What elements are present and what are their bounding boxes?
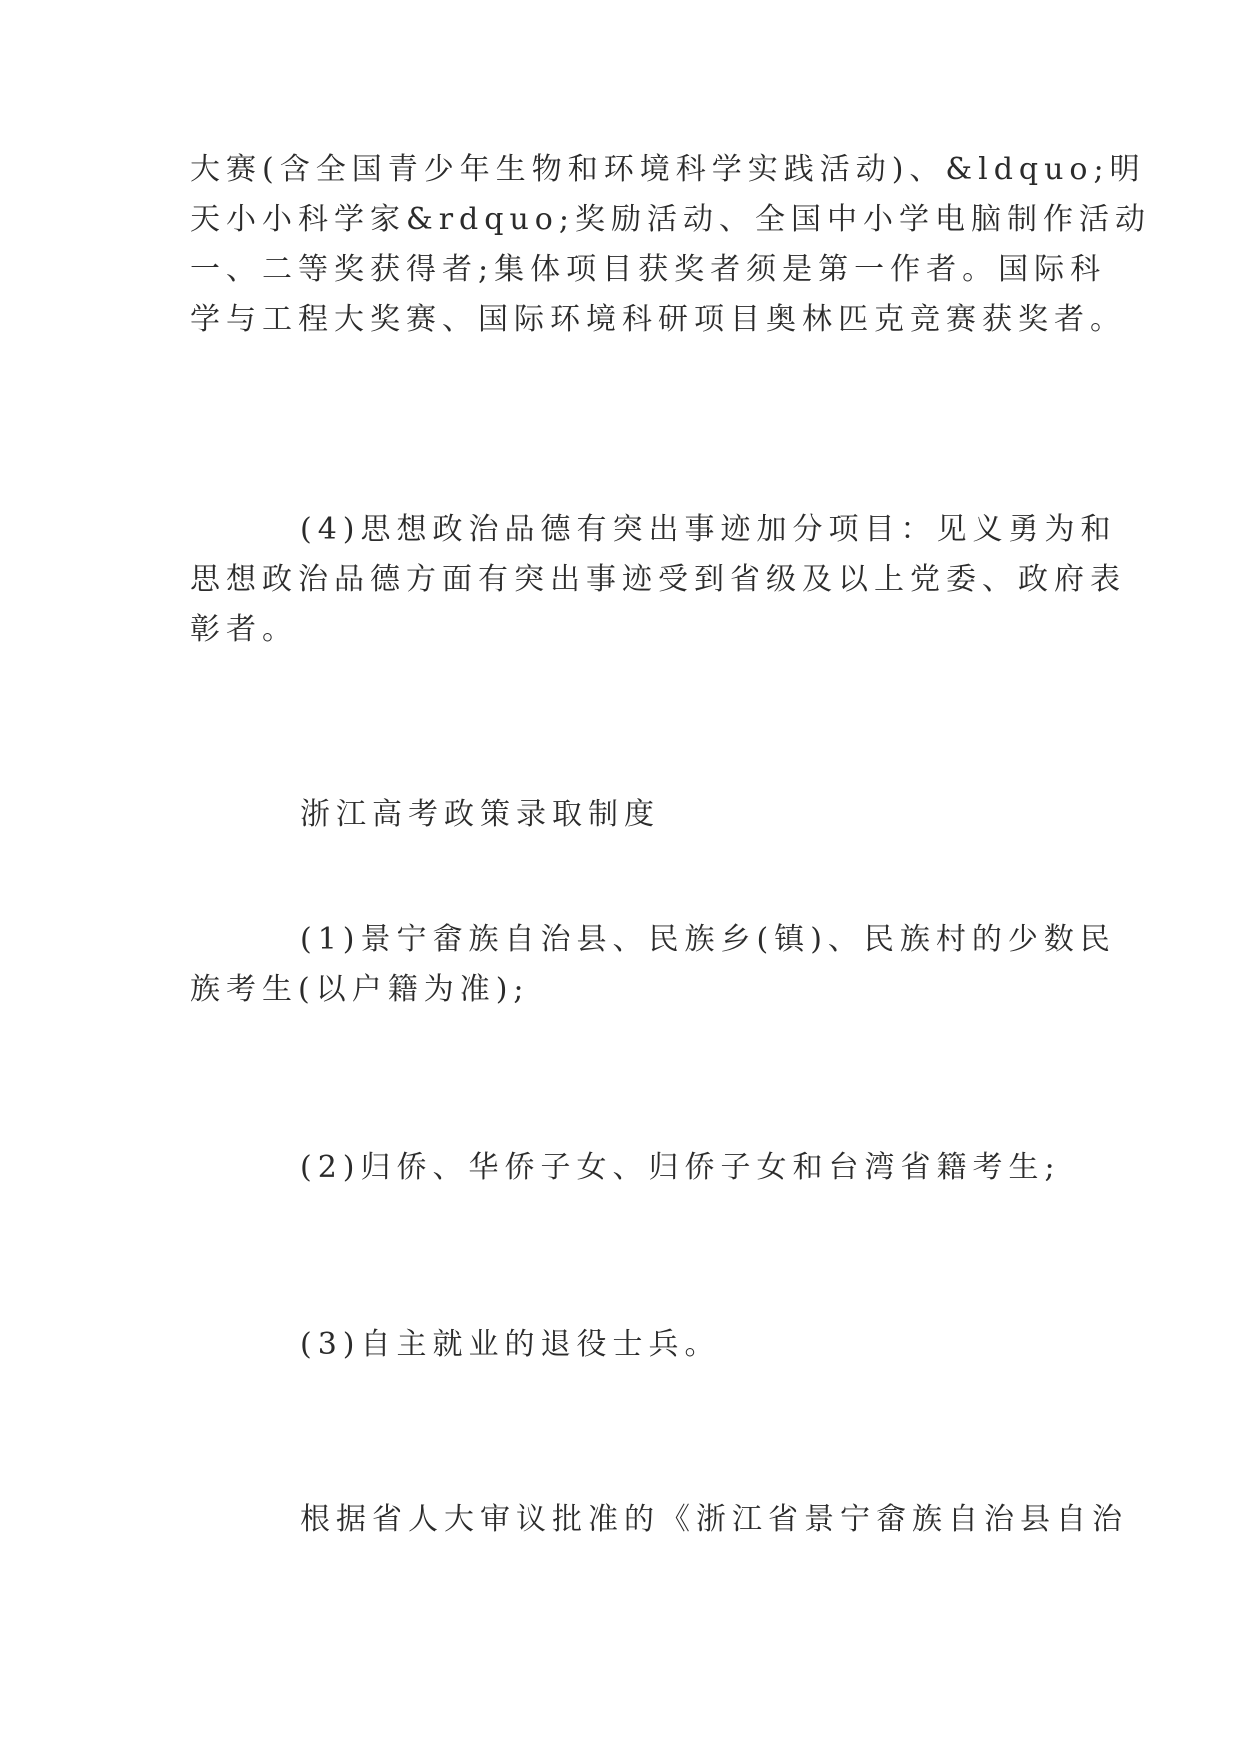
text-line: (3)自主就业的退役士兵。 — [300, 1327, 721, 1362]
text-line: 彰者。 — [190, 612, 298, 647]
text-line: 族考生(以户籍为准); — [190, 972, 530, 1007]
heading-text: 浙江高考政策录取制度 — [300, 797, 660, 832]
text-line: 一、二等奖获得者;集体项目获奖者须是第一作者。国际科 — [190, 252, 1107, 287]
text-line: (4)思想政治品德有突出事迹加分项目：见义勇为和 — [300, 512, 1117, 547]
text-line: 根据省人大审议批准的《浙江省景宁畲族自治县自治 — [300, 1502, 1128, 1537]
text-line: 学与工程大奖赛、国际环境科研项目奥林匹克竞赛获奖者。 — [190, 302, 1126, 337]
text-line: 天小小科学家&rdquo;奖励活动、全国中小学电脑制作活动 — [190, 202, 1151, 237]
text-line: 思想政治品德方面有突出事迹受到省级及以上党委、政府表 — [190, 562, 1126, 597]
text-line: 大赛(含全国青少年生物和环境科学实践活动)、&ldquo;明 — [190, 152, 1146, 187]
text-line: (1)景宁畲族自治县、民族乡(镇)、民族村的少数民 — [300, 922, 1116, 957]
text-line: (2)归侨、华侨子女、归侨子女和台湾省籍考生; — [300, 1150, 1061, 1185]
